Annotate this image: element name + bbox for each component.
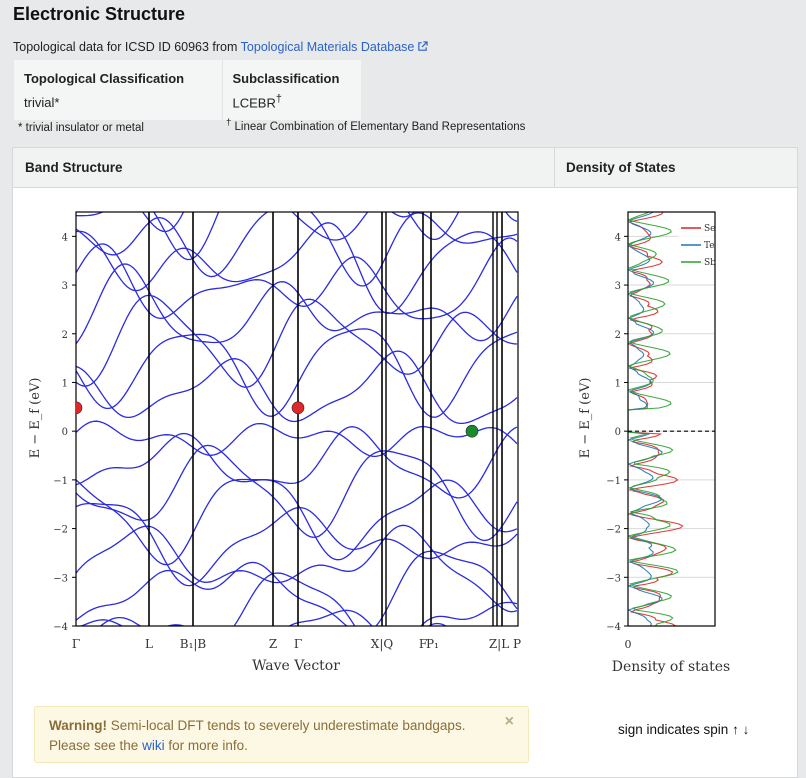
band-curve	[76, 480, 517, 565]
band-y-tick-label: 4	[61, 232, 68, 244]
footnote-dagger: †	[226, 117, 232, 128]
band-x-tick-label: P₁	[426, 637, 439, 651]
dos-y-axis-label: E − E_f (eV)	[578, 377, 593, 459]
band-curve	[76, 295, 517, 387]
warning-strong: Warning!	[49, 718, 107, 733]
band-x-tick-label: F	[418, 637, 428, 651]
dos-x-tick-0: 0	[624, 638, 632, 651]
band-y-tick-label: 1	[61, 378, 68, 390]
band-curve	[76, 223, 517, 314]
page-title: Electronic Structure	[13, 4, 186, 24]
warning-line2-prefix: Please see the	[49, 738, 139, 753]
subclassification-value: LCEBR	[232, 95, 276, 111]
density-of-states-title: Density of States	[566, 160, 676, 175]
density-of-states-chart	[558, 198, 798, 688]
dos-legend-label: Sb	[704, 258, 716, 268]
band-curve	[76, 198, 517, 260]
band-y-axis-label: E − E_f (eV)	[28, 377, 43, 459]
close-icon[interactable]: ×	[504, 713, 514, 730]
band-x-tick-label: L	[145, 637, 153, 651]
warning-text: Semi-local DFT tends to severely underestimate bandgaps.	[110, 718, 466, 733]
footnote-lcebr-text: Linear Combination of Elementary Band Representations	[234, 120, 526, 133]
footnote-lcebr	[226, 117, 525, 133]
band-y-tick-label: −1	[53, 475, 68, 487]
band-x-tick-label: Z|L	[488, 637, 510, 651]
dos-legend-label: Te	[704, 241, 715, 251]
classification-value: trivial*	[24, 94, 60, 110]
band-plot-frame	[76, 212, 518, 626]
band-y-tick-label: 0	[61, 427, 68, 439]
dos-y-tick-label: −2	[606, 524, 621, 536]
dos-y-tick-label: 1	[614, 378, 621, 390]
dos-y-tick-label: −4	[606, 622, 621, 633]
band-extremum-marker	[292, 402, 304, 414]
topological-source-text: Topological data for ICSD ID 60963 from	[13, 40, 238, 54]
dos-y-tick-label: 2	[614, 329, 621, 341]
band-x-tick-label: X|Q	[370, 637, 394, 651]
band-x-tick-label: Γ	[293, 637, 303, 651]
band-x-tick-label: Z	[268, 637, 278, 651]
classification-table	[14, 60, 361, 120]
band-y-tick-label: −4	[53, 622, 68, 633]
spin-note: sign indicates spin ↑ ↓	[618, 722, 750, 737]
band-curve	[76, 445, 517, 540]
dos-y-tick-label: 0	[614, 427, 621, 439]
band-x-tick-label: Γ	[71, 637, 81, 651]
band-extremum-marker	[466, 425, 478, 437]
subclassification-cell	[222, 90, 361, 120]
bandgap-warning-alert	[34, 706, 529, 763]
dos-y-tick-label: −1	[606, 475, 621, 487]
topological-database-link[interactable]: Topological Materials Database	[240, 40, 415, 54]
dos-x-axis-label: Density of states	[611, 659, 731, 675]
footnote-trivial: * trivial insulator or metal	[18, 122, 144, 134]
band-structure-chart	[13, 198, 533, 688]
dagger-mark: †	[275, 93, 282, 106]
dos-y-tick-label: 4	[614, 232, 621, 244]
external-link-icon[interactable]	[417, 41, 428, 52]
band-extremum-marker	[70, 402, 82, 414]
topological-source-line	[13, 40, 428, 54]
panel-header	[13, 148, 797, 188]
band-curve	[76, 525, 517, 611]
band-x-axis-label: Wave Vector	[252, 658, 340, 674]
classification-header: Topological Classification	[24, 70, 185, 86]
dos-legend-label: Se	[704, 224, 716, 234]
subclassification-header: Subclassification	[222, 60, 361, 90]
band-y-tick-label: −2	[53, 524, 68, 536]
warning-line2-suffix: for more info.	[168, 738, 248, 753]
band-x-tick-label: P	[512, 637, 522, 651]
band-y-tick-label: −3	[53, 573, 68, 585]
wiki-link[interactable]: wiki	[142, 738, 165, 753]
dos-y-tick-label: −3	[606, 573, 621, 585]
band-y-tick-label: 3	[61, 281, 68, 293]
dos-y-tick-label: 3	[614, 281, 621, 293]
band-curve	[76, 421, 517, 456]
band-x-tick-label: B₁|B	[179, 637, 207, 651]
electronic-structure-panel	[12, 147, 798, 778]
band-curve	[76, 551, 517, 634]
band-y-tick-label: 2	[61, 329, 68, 341]
band-curve	[76, 504, 517, 586]
band-structure-title: Band Structure	[13, 148, 555, 188]
